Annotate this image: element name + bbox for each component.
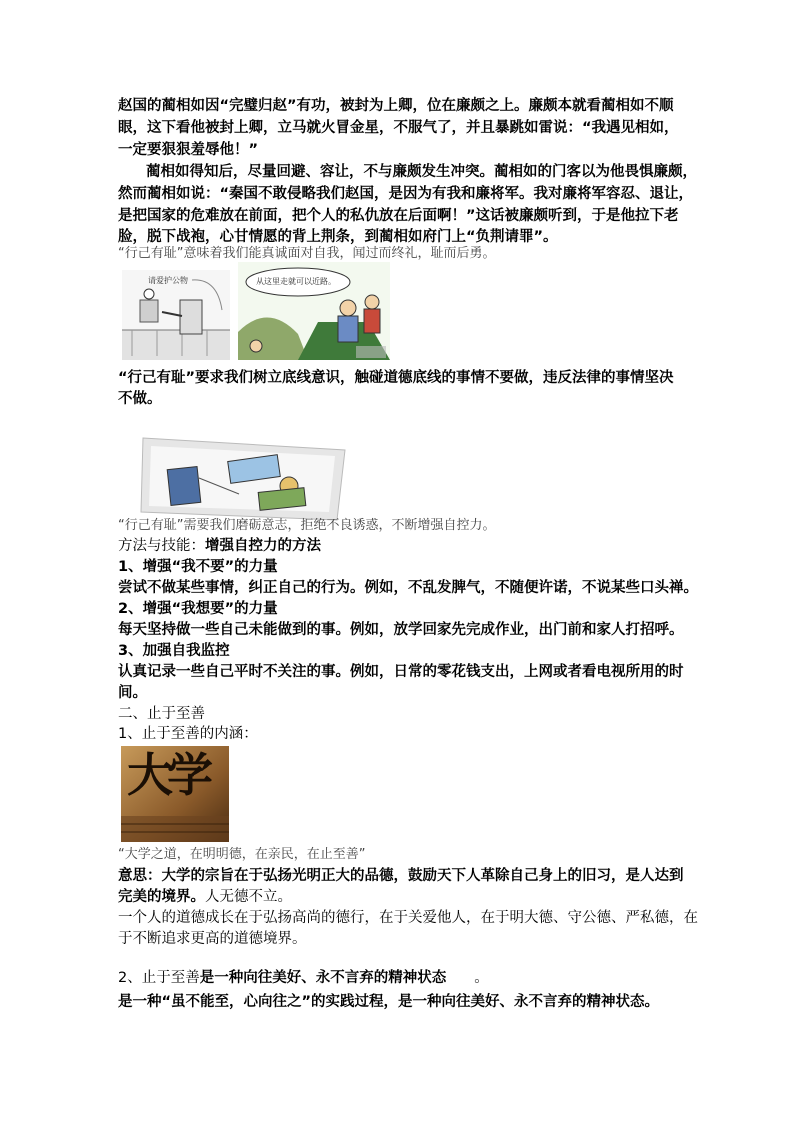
paragraph-line: 是一种“虽不能至，心向往之”的实践过程，是一种向往美好、永不言弃的精神状态。 [118, 994, 660, 1010]
sub2-period: 。 [474, 970, 489, 986]
sign-text: 请爱护公物 [148, 276, 188, 285]
paragraph-line: 眼，这下看他被封上卿，立马就火冒金星，不服气了，并且暴跳如雷说：“我遇见相如， [118, 120, 679, 136]
cartoon-image-shortcut [238, 262, 390, 360]
speech-bubble-text: 从这里走就可以近路。 [256, 277, 336, 286]
method-item-text: 间。 [118, 685, 147, 701]
paragraph-line: 一个人的道德成长在于弘扬高尚的德行，在于关爱他人，在于明大德、守公德、严私德，在 [118, 910, 698, 926]
method-item-heading: 2、增强“我想要”的力量 [118, 601, 278, 617]
paragraph-line: 赵国的蔺相如因“完璧归赵”有功，被封为上卿，位在廉颇之上。廉颇本就看蔺相如不顺 [118, 98, 674, 114]
paragraph-line: 不做。 [118, 391, 162, 407]
section-heading: 二、止于至善 [118, 706, 205, 722]
image-caption: “大学之道，在明明德，在亲民，在止至善” [118, 847, 366, 862]
cartoon-image-vandalism [122, 270, 230, 360]
method-title: 增强自控力的方法 [205, 538, 321, 554]
paragraph-line: 是把国家的危难放在前面，把个人的私仇放在后面啊！”这话被廉颇听到，于是他拉下老 [118, 208, 679, 224]
meaning-note: 人无德不立。 [205, 889, 292, 905]
method-item-heading: 1、增强“我不要”的力量 [118, 559, 278, 575]
subsection-heading: 1、止于至善的内涵： [118, 726, 258, 742]
method-prefix: 方法与技能： [118, 538, 205, 554]
calligraphy-image [121, 746, 229, 842]
method-item-heading: 3、加强自我监控 [118, 643, 230, 659]
paragraph-line: 蔺相如得知后，尽量回避、容让，不与廉颇发生冲突。蔺相如的门客以为他畏惧廉颇， [146, 164, 697, 180]
paragraph-line: 然而蔺相如说：“秦国不敢侵略我们赵国，是因为有我和廉将军。我对廉将军容忍、退让， [118, 186, 694, 202]
sub2-number: 2、止于至善 [118, 970, 200, 986]
paragraph-line: 一定要狠狠羞辱他！” [118, 142, 259, 158]
cartoon-image-temptation [139, 434, 349, 522]
meaning-end: 完美的境界。 [118, 889, 205, 905]
paragraph-line: 脸，脱下战袍，心甘情愿的背上荆条，到蔺相如府门上“负荆请罪”。 [118, 229, 558, 245]
calligraphy-text: 大学 [127, 748, 207, 802]
method-item-text: 认真记录一些自己平时不关注的事。例如，日常的零花钱支出，上网或者看电视所用的时 [118, 664, 684, 680]
method-item-text: 尝试不做某些事情，纠正自己的行为。例如，不乱发脾气，不随便许诺，不说某些口头禅。 [118, 580, 698, 596]
subsection-heading [118, 968, 489, 988]
paragraph-line [118, 887, 292, 907]
method-item-text: 每天坚持做一些自己未能做到的事。例如，放学回家先完成作业，出门前和家人打招呼。 [118, 622, 684, 638]
paragraph-line: 于不断追求更高的道德境界。 [118, 931, 307, 947]
image-caption: “行己有耻”需要我们磨砺意志，拒绝不良诱惑，不断增强自控力。 [118, 518, 496, 533]
paragraph-line: “行己有耻”要求我们树立底线意识，触碰道德底线的事情不要做，违反法律的事情坚决 [118, 370, 674, 386]
sub2-title: 是一种向往美好、永不言弃的精神状态 [199, 970, 447, 986]
method-heading [118, 536, 321, 556]
paragraph-line: 意思：大学的宗旨在于弘扬光明正大的品德，鼓励天下人革除自己身上的旧习，是人达到 [118, 868, 684, 884]
image-caption: “行己有耻”意味着我们能真诚面对自我，闻过而终礼，耻而后勇。 [118, 246, 496, 261]
